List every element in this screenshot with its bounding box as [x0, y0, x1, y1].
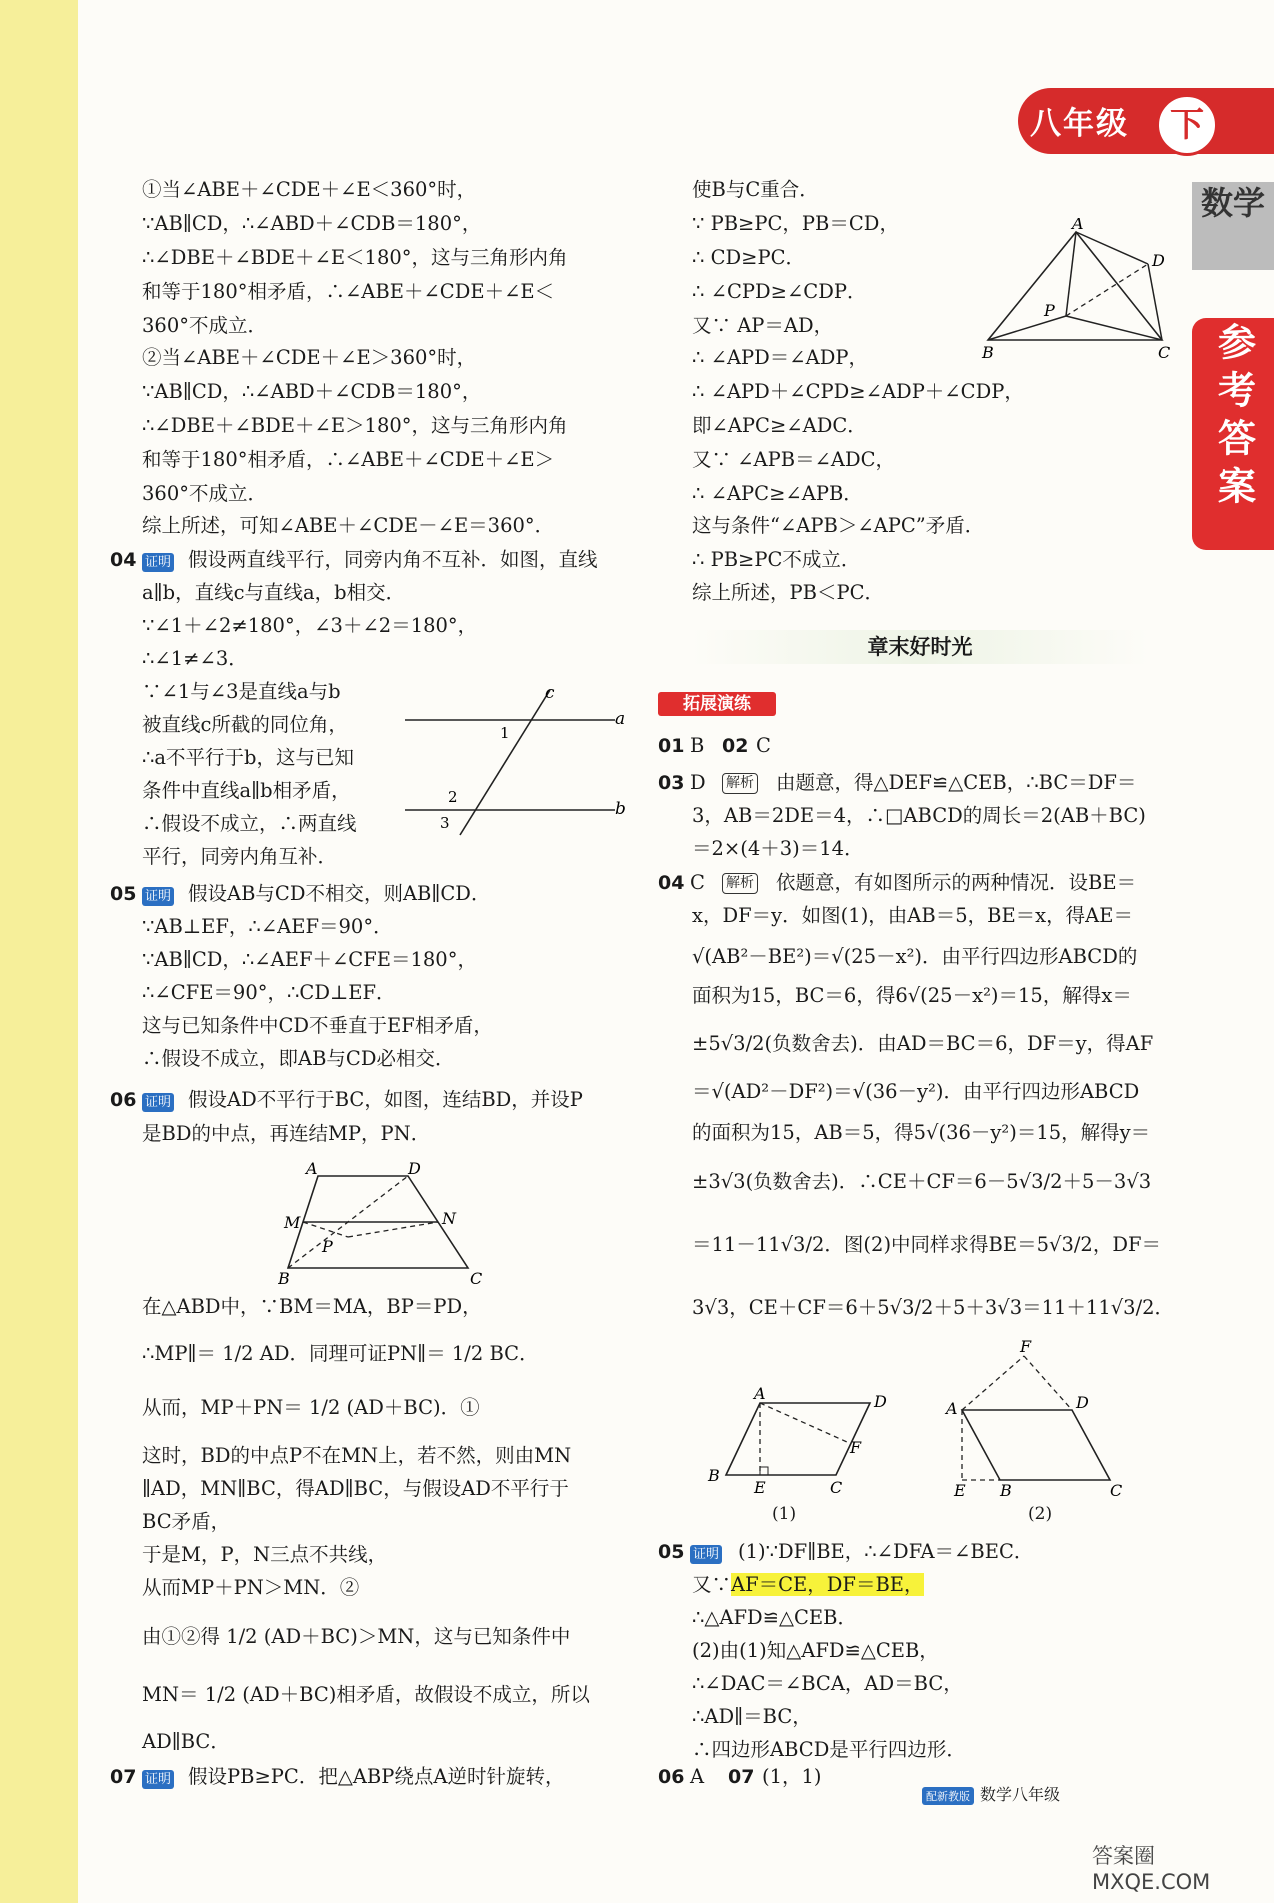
trapezoid-figure [278, 1162, 498, 1290]
watermark: 答案圈 MXQE.COM [1092, 1844, 1211, 1894]
answer-value: B [690, 734, 705, 757]
footer-text: 数学八年级 [980, 1785, 1061, 1804]
svg-text:B: B [982, 343, 994, 362]
svg-text:D: D [1076, 1393, 1089, 1412]
svg-text:C: C [1110, 1481, 1123, 1498]
svg-text:a: a [615, 709, 626, 729]
text-line: 这时，BD的中点P不在MN上，若不然，则由MN [142, 1444, 572, 1467]
proof-badge: 证明 [142, 553, 174, 572]
text-line: 即∠APC≥∠ADC． [692, 414, 867, 437]
text-line: BC矛盾， [142, 1510, 231, 1533]
text-line: ∵ PB≥PC，PB＝CD， [692, 212, 899, 235]
question-number: 04 [658, 872, 685, 894]
text-line: 假设PB≥PC．把△ABP绕点A逆时针旋转， [188, 1765, 565, 1788]
text-line: 3√3，CE＋CF＝6＋5√3/2＋5＋3√3＝11＋11√3/2． [692, 1296, 1175, 1319]
svg-text:P: P [1044, 301, 1055, 320]
text-line: (2)由(1)知△AFD≌△CEB， [692, 1639, 939, 1662]
text-line: ±5√3/2(负数舍去)．由AD＝BC＝6，DF＝y，得AF [692, 1032, 1154, 1055]
text-line: 由①②得 1/2 (AD＋BC)＞MN，这与已知条件中 [142, 1625, 571, 1648]
text-line: ∵∠1＋∠2≠180°，∠3＋∠2＝180°， [142, 614, 478, 637]
text-line: ∵AB∥CD，∴∠AEF＋∠CFE＝180°， [142, 948, 477, 971]
svg-text:c: c [545, 683, 555, 703]
text-line: ∴∠DBE＋∠BDE＋∠E＜180°，这与三角形内角 [142, 246, 568, 269]
svg-text:B: B [708, 1466, 720, 1485]
text-line: 使B与C重合． [692, 178, 819, 201]
question-number: 03 [658, 772, 685, 794]
figure-caption: (1) [772, 1504, 797, 1524]
answer-value: C [690, 871, 705, 894]
question-number: 04 [110, 549, 137, 571]
svg-text:P: P [322, 1237, 333, 1256]
proof-badge: 证明 [142, 887, 174, 906]
text-line: 360°不成立． [142, 314, 267, 337]
text-line [692, 1570, 924, 1600]
question-number: 05 [658, 1541, 685, 1563]
svg-text:A: A [754, 1385, 766, 1403]
answer-value: (1，1) [762, 1765, 822, 1788]
svg-text:E: E [754, 1478, 766, 1495]
svg-text:C: C [1158, 343, 1171, 362]
text-line: ①当∠ABE＋∠CDE＋∠E＜360°时， [142, 178, 477, 201]
svg-text:b: b [615, 799, 626, 819]
question-number: 01 [658, 735, 685, 757]
svg-text:M: M [284, 1213, 301, 1232]
text-line: 这与条件“∠APB＞∠APC”矛盾． [692, 514, 985, 537]
text-line: (1)∵DF∥BE，∴∠DFA＝∠BEC． [738, 1540, 1034, 1563]
svg-text:A: A [1072, 218, 1084, 233]
text-line: ∵AB∥CD，∴∠ABD＋∠CDB＝180°， [142, 212, 482, 235]
text-line: 360°不成立． [142, 482, 267, 505]
extension-practice-tab: 拓展演练 [658, 692, 776, 716]
text-line: ∴ ∠CPD≥∠CDP． [692, 280, 867, 303]
text-line: ∴△AFD≌△CEB． [692, 1606, 857, 1629]
text-line: 又∵ AP＝AD， [692, 314, 834, 337]
text-line: 从而MP＋PN＞MN．② [142, 1576, 360, 1599]
question-number: 07 [110, 1766, 137, 1788]
text-line: ∴∠DBE＋∠BDE＋∠E＞180°，这与三角形内角 [142, 414, 568, 437]
text-line: ＝2×(4＋3)＝14． [692, 837, 864, 860]
svg-text:D: D [1152, 251, 1165, 270]
svg-text:C: C [470, 1269, 483, 1288]
text-line: 平行，同旁内角互补． [142, 845, 338, 868]
text-line: 假设AD不平行于BC，如图，连结BD，并设P [188, 1088, 583, 1111]
svg-text:A: A [946, 1399, 958, 1418]
text-line: ＝√(AD²－DF²)＝√(36－y²)．由平行四边形ABCD [692, 1080, 1140, 1103]
text-line: 综上所述，PB＜PC． [692, 581, 884, 604]
text-line: ∵AB∥CD，∴∠ABD＋∠CDB＝180°， [142, 380, 482, 403]
text-line: 和等于180°相矛盾，∴∠ABE＋∠CDE＋∠E＞ [142, 448, 555, 471]
proof-badge: 证明 [142, 1093, 174, 1112]
text-line: 面积为15，BC＝6，得6√(25－x²)＝15，解得x＝ [692, 984, 1132, 1007]
rotation-triangle-figure [980, 218, 1180, 368]
text-line: ±3√3(负数舍去)．∴CE＋CF＝6－5√3/2＋5－3√3 [692, 1170, 1152, 1193]
text-line: ∴∠DAC＝∠BCA，AD＝BC， [692, 1672, 963, 1695]
text-line: ∴∠CFE＝90°，∴CD⊥EF． [142, 981, 396, 1004]
text-line: 和等于180°相矛盾，∴∠ABE＋∠CDE＋∠E＜ [142, 280, 555, 303]
text-line: 这与已知条件中CD不垂直于EF相矛盾， [142, 1014, 493, 1037]
text-line: 依题意，有如图所示的两种情况．设BE＝ [776, 871, 1137, 894]
text-line: ＝11－11√3/2．图(2)中同样求得BE＝5√3/2，DF＝ [692, 1233, 1161, 1256]
text-line: ∴∠1≠∠3． [142, 647, 248, 670]
parallelogram-figure-1 [704, 1385, 894, 1495]
text-line: 在△ABD中，∵BM＝MA，BP＝PD， [142, 1295, 482, 1318]
text-line: 是BD的中点，再连结MP，PN． [142, 1122, 431, 1145]
text-line: ∵∠1与∠3是直线a与b [142, 680, 341, 703]
grade-label: 八年级 [1030, 106, 1129, 142]
svg-text:B: B [1000, 1481, 1012, 1498]
svg-text:B: B [278, 1269, 290, 1288]
text-line: 从而，MP＋PN＝ 1/2 (AD＋BC)．① [142, 1396, 480, 1419]
svg-text:A: A [306, 1162, 318, 1178]
text-line: ∴ ∠APD＋∠CPD≥∠ADP＋∠CDP， [692, 380, 1024, 403]
figure-caption: (2) [1028, 1504, 1053, 1524]
text-line: ∴ ∠APC≥∠APB． [692, 482, 863, 505]
question-number: 06 [658, 1766, 685, 1788]
text-line: a∥b，直线c与直线a，b相交． [142, 581, 406, 604]
answer-value: C [756, 734, 771, 757]
answer-tab-label: 参考答案 [1211, 322, 1256, 514]
svg-text:3: 3 [440, 814, 450, 832]
subject-tab: 数学 [1192, 182, 1274, 270]
svg-text:D: D [874, 1392, 887, 1411]
answer-section-tab [1192, 318, 1274, 550]
page-edge-strip [0, 0, 78, 1903]
edition-badge: 配新教版 [922, 1787, 974, 1805]
text-line: ∴ PB≥PC不成立． [692, 548, 861, 571]
text-line: ∴AD∥＝BC， [692, 1705, 812, 1728]
text-line: 被直线c所截的同位角， [142, 713, 348, 736]
answer-value: A [690, 1765, 705, 1788]
text-line: ∴假设不成立，即AB与CD必相交． [142, 1047, 455, 1070]
proof-badge: 证明 [690, 1545, 722, 1564]
parallel-lines-figure [400, 680, 630, 840]
text-line: ②当∠ABE＋∠CDE＋∠E＞360°时， [142, 346, 477, 369]
svg-text:F: F [850, 1438, 862, 1457]
analysis-badge: 解析 [722, 873, 758, 894]
text-fragment: 又∵ [692, 1573, 732, 1596]
question-number: 02 [722, 735, 749, 757]
svg-text:C: C [830, 1478, 843, 1495]
text-line: 假设AB与CD不相交，则AB∥CD． [188, 882, 491, 905]
text-line: ∴ ∠APD＝∠ADP， [692, 346, 868, 369]
svg-text:E: E [954, 1481, 966, 1498]
highlighted-text: AF＝CE，DF＝BE， [731, 1573, 924, 1596]
text-line: 假设两直线平行，同旁内角不互补．如图，直线 [188, 548, 598, 571]
volume-badge: 下 [1156, 94, 1218, 156]
text-line: 由题意，得△DEF≌△CEB，∴BC＝DF＝ [776, 771, 1137, 794]
svg-text:2: 2 [448, 788, 458, 806]
text-line: x，DF＝y．如图(1)，由AB＝5，BE＝x，得AE＝ [692, 904, 1133, 927]
section-title: 章末好时光 [690, 630, 1150, 664]
question-number: 07 [728, 1766, 755, 1788]
text-line: √(AB²－BE²)＝√(25－x²)．由平行四边形ABCD的 [692, 945, 1138, 968]
text-line: ∥AD，MN∥BC，得AD∥BC，与假设AD不平行于 [142, 1477, 569, 1500]
text-line: 条件中直线a∥b相矛盾， [142, 779, 351, 802]
text-line: AD∥BC． [142, 1730, 230, 1753]
text-line: ∴假设不成立，∴两直线 [142, 812, 357, 835]
text-line: 于是M，P，N三点不共线， [142, 1543, 388, 1566]
parallelogram-figure-2 [938, 1338, 1138, 1498]
svg-text:D: D [408, 1162, 421, 1178]
svg-text:F: F [1020, 1338, 1032, 1356]
text-line: ∵AB⊥EF，∴∠AEF＝90°． [142, 915, 393, 938]
text-line: ∴MP∥＝ 1/2 AD．同理可证PN∥＝ 1/2 BC． [142, 1342, 539, 1365]
text-line: 综上所述，可知∠ABE＋∠CDE－∠E＝360°． [142, 514, 555, 537]
analysis-badge: 解析 [722, 773, 758, 794]
page-footer [922, 1782, 1060, 1805]
text-line: MN＝ 1/2 (AD＋BC)相矛盾，故假设不成立，所以 [142, 1683, 590, 1706]
text-line: ∴a不平行于b，这与已知 [142, 746, 355, 769]
svg-text:N: N [442, 1209, 456, 1228]
text-line: 3，AB＝2DE＝4，∴□ABCD的周长＝2(AB＋BC) [692, 804, 1146, 827]
text-line: ∴ CD≥PC． [692, 246, 806, 269]
text-line: 又∵ ∠APB＝∠ADC， [692, 448, 896, 471]
text-line: 的面积为15，AB＝5，得5√(36－y²)＝15，解得y＝ [692, 1121, 1151, 1144]
svg-text:1: 1 [500, 724, 510, 742]
text-line: ∴四边形ABCD是平行四边形． [692, 1738, 966, 1761]
question-number: 05 [110, 883, 137, 905]
answer-value: D [690, 771, 706, 794]
proof-badge: 证明 [142, 1770, 174, 1789]
question-number: 06 [110, 1089, 137, 1111]
